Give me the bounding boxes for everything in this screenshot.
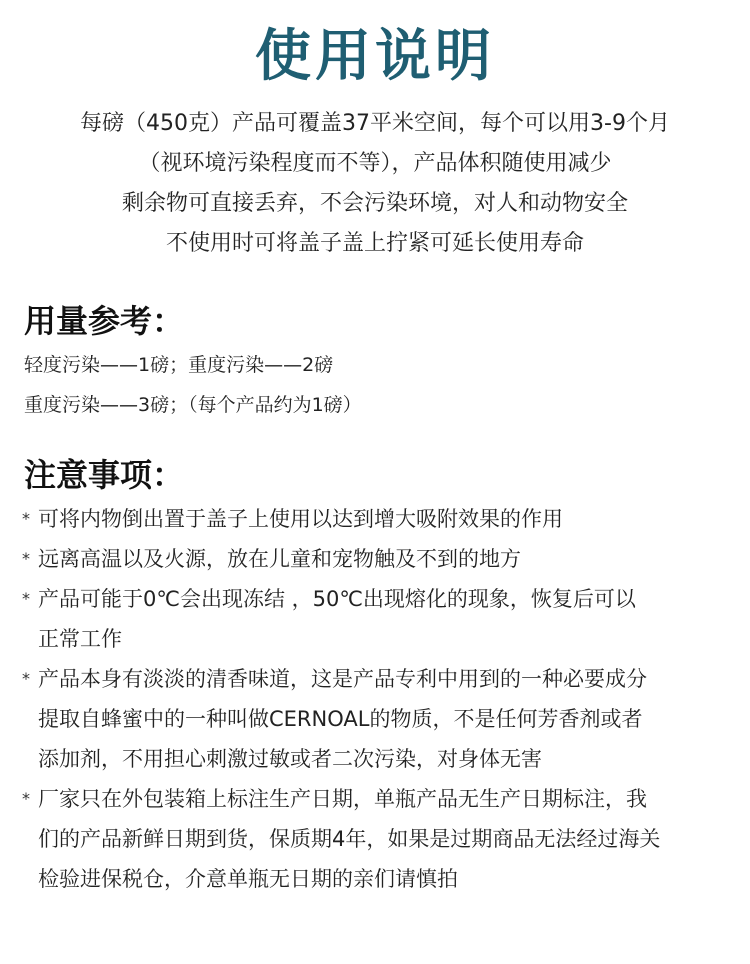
note-text-line: 们的产品新鲜日期到货，保质期4年，如果是过期商品无法经过海关 (38, 827, 661, 851)
list-item (22, 779, 728, 899)
list-item (22, 539, 728, 579)
bullet-star-icon: * (22, 789, 30, 808)
list-item (22, 499, 728, 539)
intro-line: 剩余物可直接丢弃，不会污染环境，对人和动物安全 (121, 191, 628, 216)
page-title: 使用说明 (255, 24, 495, 89)
note-text-line: 添加剂，不用担心刺激过敏或者二次污染，对身体无害 (38, 747, 542, 771)
note-text-line: 产品本身有淡淡的清香味道，这是产品专利中用到的一种必要成分 (38, 667, 647, 691)
list-item (22, 659, 728, 779)
intro-line: 每磅（450克）产品可覆盖37平米空间，每个可以用3-9个月 (80, 111, 670, 136)
intro-line: 不使用时可将盖子盖上拧紧可延长使用寿命 (165, 231, 584, 256)
notes-heading: 注意事项： (24, 456, 185, 494)
usage-line: 重度污染——3磅；（每个产品约为1磅） (24, 394, 362, 416)
bullet-star-icon: * (22, 669, 30, 688)
note-text-line: 提取自蜂蜜中的一种叫做CERNOAL的物质，不是任何芳香剂或者 (38, 707, 643, 731)
note-text-line: 远离高温以及火源，放在儿童和宠物触及不到的地方 (38, 547, 521, 571)
note-text-line: 检验进保税仓，介意单瓶无日期的亲们请慎拍 (38, 867, 458, 891)
bullet-star-icon: * (22, 549, 30, 568)
note-text-line: 产品可能于0℃会出现冻结 ，50℃出现熔化的现象，恢复后可以 (38, 587, 636, 611)
intro-line: （视环境污染程度而不等），产品体积随使用减少 (138, 151, 612, 176)
note-text-line: 正常工作 (38, 627, 122, 651)
list-item (22, 579, 728, 659)
note-text-line: 可将内物倒出置于盖子上使用以达到增大吸附效果的作用 (38, 507, 563, 531)
bullet-star-icon: * (22, 509, 30, 528)
intro-paragraph (0, 104, 750, 264)
bullet-star-icon: * (22, 589, 30, 608)
note-text-line: 厂家只在外包装箱上标注生产日期，单瓶产品无生产日期标注，我 (38, 787, 647, 811)
notes-list (22, 499, 728, 899)
usage-heading: 用量参考： (24, 302, 185, 340)
usage-line: 轻度污染——1磅；重度污染——2磅 (24, 354, 334, 376)
usage-reference (24, 345, 362, 425)
